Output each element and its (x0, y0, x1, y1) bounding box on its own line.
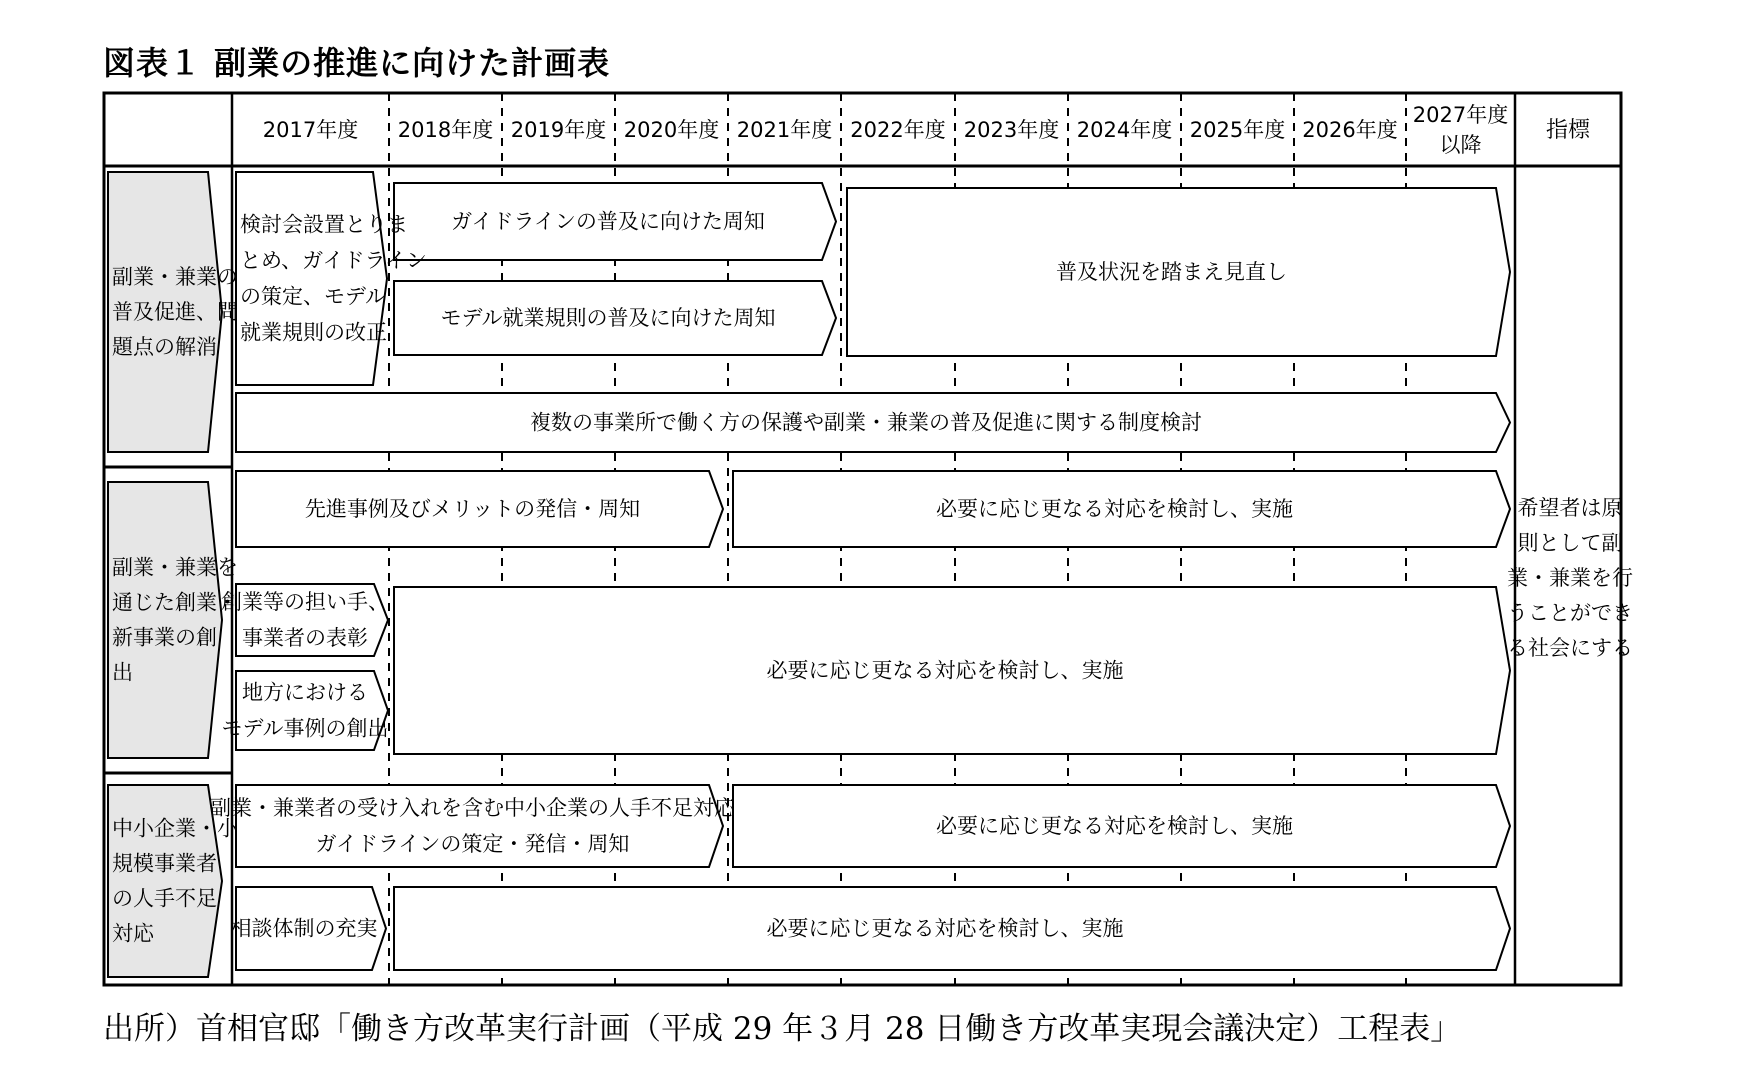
year-header: 2022年度 (850, 118, 946, 142)
year-header: 2017年度 (262, 118, 359, 142)
indicator-text: 希望者は原則として副業・兼業を行うことができる社会にする (1507, 496, 1633, 660)
bar-label: モデル就業規則の普及に向けた周知 (440, 306, 776, 330)
timeline-bar (236, 172, 387, 385)
bar-label: ガイドラインの普及に向けた周知 (451, 209, 765, 234)
bar-label: 必要に応じ更なる対応を検討し、実施 (936, 497, 1293, 521)
category-box (108, 785, 222, 977)
category-label: 副業・兼業の普及促進、問題点の解消 (112, 265, 238, 359)
bar-label: 必要に応じ更なる対応を検討し、実施 (936, 814, 1293, 838)
year-header: 2018年度 (397, 118, 494, 142)
year-header: 2023年度 (963, 118, 1060, 142)
indicator-header: 指標 (1545, 117, 1591, 143)
year-header: 2019年度 (510, 118, 607, 142)
bar-label: 必要に応じ更なる対応を検討し、実施 (766, 658, 1124, 683)
bar-label: 副業・兼業者の受け入れを含む中小企業の人手不足対応ガイドラインの策定・発信・周知 (210, 796, 735, 856)
year-header: 2024年度 (1076, 118, 1173, 142)
bar-label: 先進事例及びメリットの発信・周知 (304, 497, 641, 521)
year-header: 2020年度 (623, 118, 720, 142)
bar-label: 創業等の担い手、事業者の表彰 (221, 590, 389, 650)
source-note: 出所）首相官邸「働き方改革実行計画（平成 29 年３月 28 日働き方改革実現会議決定）工程表」 (103, 1011, 1462, 1047)
category-label: 中小企業・小規模事業者の人手不足対応 (112, 816, 238, 946)
bar-label: 検討会設置とりまとめ、ガイドラインの策定、モデル就業規則の改正 (240, 212, 427, 345)
year-header: 2027年度以降 (1412, 103, 1509, 157)
bar-label: 複数の事業所で働く方の保護や副業・兼業の普及促進に関する制度検討 (530, 410, 1202, 435)
year-header: 2025年度 (1189, 118, 1286, 142)
bar-label: 地方におけるモデル事例の創出 (221, 680, 389, 741)
bar-label: 相談体制の充実 (230, 916, 378, 941)
figure-title: 図表１ 副業の推進に向けた計画表 (103, 44, 611, 82)
year-header: 2026年度 (1302, 118, 1398, 142)
category-label: 副業・兼業を通じた創業・新事業の創出 (112, 555, 238, 685)
bar-label: 普及状況を踏まえ見直し (1056, 260, 1287, 284)
year-header: 2021年度 (736, 118, 833, 142)
bar-label: 必要に応じ更なる対応を検討し、実施 (766, 916, 1124, 941)
category-box (108, 482, 222, 758)
